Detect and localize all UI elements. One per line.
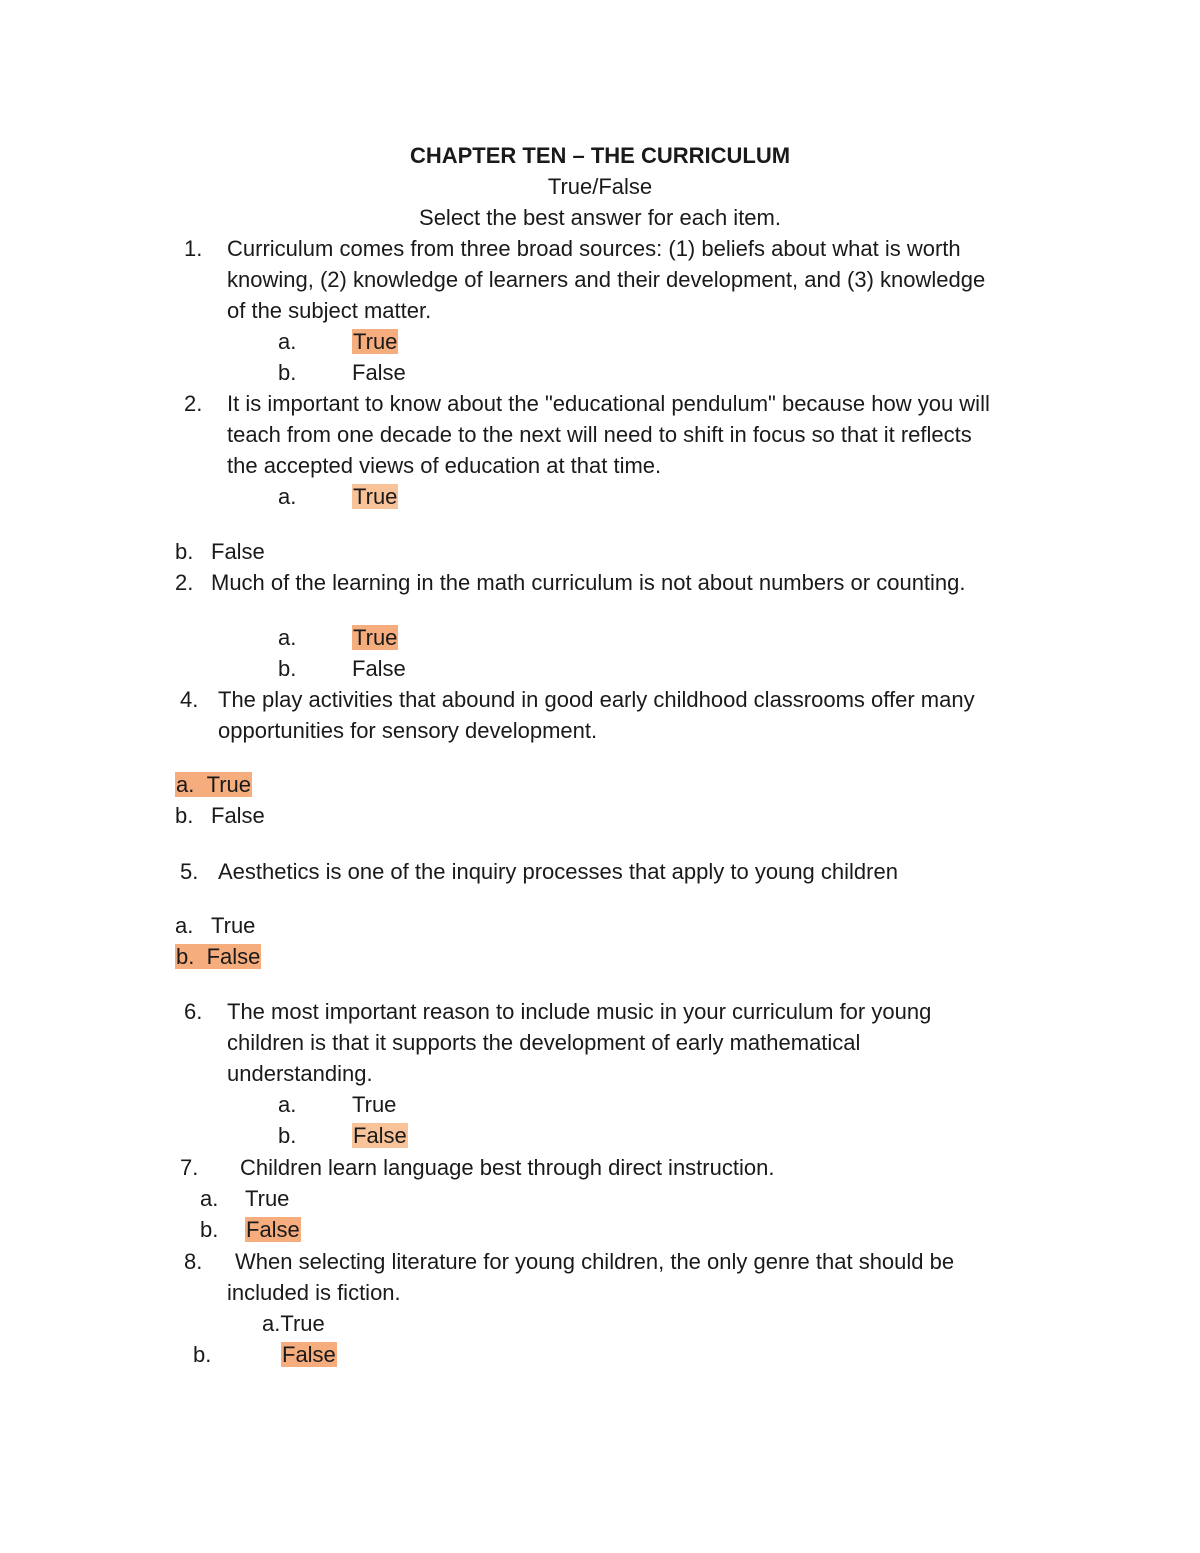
question-number: 5. bbox=[180, 859, 199, 884]
option-a-answer: True bbox=[353, 484, 398, 509]
option-letter: b. bbox=[200, 1217, 219, 1242]
question-text: of the subject matter. bbox=[227, 298, 432, 323]
option-a-answer bbox=[175, 772, 252, 797]
option-letter: b. bbox=[278, 360, 297, 385]
question-text: The most important reason to include music in your curriculum for young bbox=[227, 999, 932, 1024]
option-letter: b. bbox=[278, 656, 297, 681]
question-text: knowing, (2) knowledge of learners and their development, and (3) knowledge bbox=[227, 267, 986, 292]
option-text: True bbox=[206, 772, 252, 797]
instructions: Select the best answer for each item. bbox=[419, 205, 781, 230]
option-letter: a. bbox=[175, 913, 194, 938]
question-number: 2. bbox=[184, 391, 203, 416]
option-letter: a. bbox=[278, 329, 297, 354]
page-subtitle: True/False bbox=[547, 174, 653, 199]
option-letter: b. bbox=[278, 1123, 297, 1148]
option-b-answer: False bbox=[282, 1342, 336, 1367]
option-letter: a. bbox=[278, 484, 297, 509]
option-text: False bbox=[206, 944, 261, 969]
option-letter: b. bbox=[175, 803, 194, 828]
question-text: Much of the learning in the math curriculum is not about numbers or counting. bbox=[211, 570, 966, 595]
option-b-answer: False bbox=[246, 1217, 300, 1242]
question-text: understanding. bbox=[227, 1061, 373, 1086]
option-a: True bbox=[211, 913, 256, 938]
option-letter: b. bbox=[176, 944, 195, 969]
option-letter: b. bbox=[175, 539, 194, 564]
question-number: 8. bbox=[184, 1249, 203, 1274]
page-title: CHAPTER TEN – THE CURRICULUM bbox=[409, 143, 791, 168]
option-a-answer: True bbox=[353, 329, 398, 354]
option-b: False bbox=[211, 803, 265, 828]
option-a: True bbox=[245, 1186, 290, 1211]
question-text: It is important to know about the "educational pendulum" because how you will bbox=[227, 391, 990, 416]
question-text: The play activities that abound in good early childhood classrooms offer many bbox=[218, 687, 975, 712]
option-b: False bbox=[352, 360, 406, 385]
question-text: When selecting literature for young children, the only genre that should be bbox=[235, 1249, 955, 1274]
option-b-answer: False bbox=[353, 1123, 407, 1148]
question-text: teach from one decade to the next will need to shift in focus so that it reflects bbox=[227, 422, 972, 447]
question-text: opportunities for sensory development. bbox=[218, 718, 598, 743]
question-text: the accepted views of education at that time. bbox=[227, 453, 662, 478]
option-a: a.True bbox=[262, 1311, 325, 1336]
option-letter: a. bbox=[176, 772, 195, 797]
option-letter: a. bbox=[278, 625, 297, 650]
option-b-answer bbox=[175, 944, 261, 969]
question-number: 4. bbox=[180, 687, 199, 712]
question-number: 2. bbox=[175, 570, 194, 595]
option-b: False bbox=[352, 656, 406, 681]
question-number: 7. bbox=[180, 1155, 199, 1180]
option-letter: a. bbox=[278, 1092, 297, 1117]
option-a-answer: True bbox=[353, 625, 398, 650]
question-text: Children learn language best through direct instruction. bbox=[240, 1155, 775, 1180]
question-text: Aesthetics is one of the inquiry processes that apply to young children bbox=[218, 859, 898, 884]
question-number: 1. bbox=[184, 236, 203, 261]
question-text: included is fiction. bbox=[227, 1280, 401, 1305]
option-letter: b. bbox=[193, 1342, 212, 1367]
option-letter: a. bbox=[200, 1186, 219, 1211]
question-number: 6. bbox=[184, 999, 203, 1024]
question-text: Curriculum comes from three broad sources: (1) beliefs about what is worth bbox=[227, 236, 961, 261]
option-b: False bbox=[211, 539, 265, 564]
option-a: True bbox=[352, 1092, 397, 1117]
question-text: children is that it supports the development of early mathematical bbox=[227, 1030, 861, 1055]
